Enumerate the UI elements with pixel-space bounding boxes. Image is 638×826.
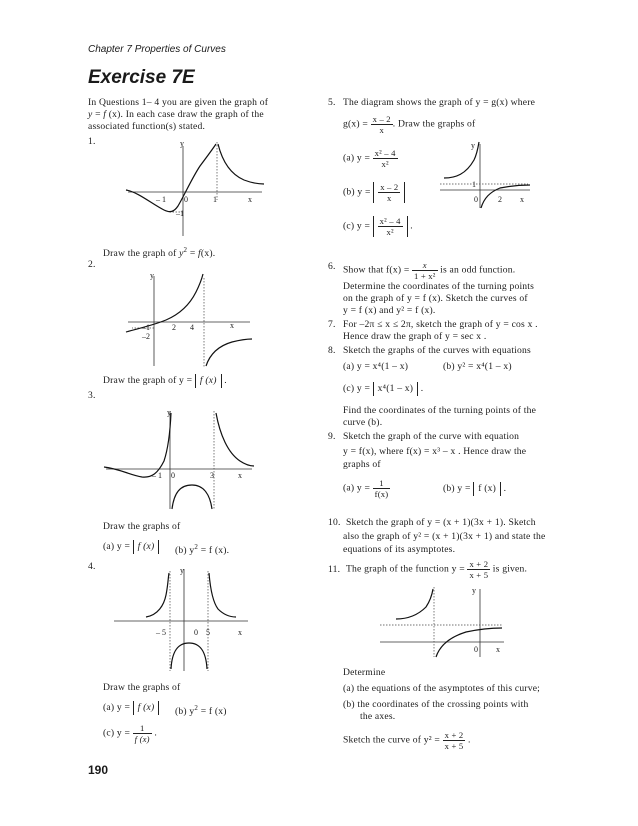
q2-label-two: 2 — [172, 323, 176, 332]
q4-instruction: Draw the graphs of — [103, 682, 181, 693]
q7-line-1: For –2π ≤ x ≤ 2π, sketch the graph of y = cos x . — [343, 319, 538, 330]
q5-part-a: (a) y = $\frac{\text{x² – 4}}{\text{x²}}$ — [343, 148, 396, 169]
q9-part-a: (a) y = $\frac{1}{f(x)}$ — [343, 478, 389, 499]
q6-line-3: on the graph of y = f (x). Sketch the curves of — [343, 293, 528, 304]
q4-curve-left — [146, 573, 169, 617]
q8-line-1: Sketch the graphs of the curves with equations — [343, 345, 531, 356]
q8-part-c: (c) y = x⁴(1 – x) . — [343, 383, 424, 395]
q9-line-1: Sketch the graph of the curve with equation — [343, 431, 520, 442]
q4-label-o: 0 — [194, 628, 198, 637]
q1-label-m1: – 1 — [156, 195, 166, 204]
q11-number: 11. — [328, 564, 341, 575]
q11-part-a: (a) the equations of the asymptotes of this curve; — [343, 683, 541, 694]
q3-part-a: (a) y = f (x) — [103, 540, 159, 554]
q1-instruction: Draw the graph of $y^2 = f(x)$. — [103, 246, 216, 260]
q3-graph — [100, 405, 260, 513]
q1-curve-left — [126, 144, 216, 212]
q7-line-2: Hence draw the graph of y = sec x . — [343, 331, 487, 342]
q3-number: 3. — [88, 390, 96, 401]
q4-part-b: (b) $y^2 = f$ (x) — [175, 704, 227, 718]
q11-part-b-1: (b) the coordinates of the crossing points with — [343, 699, 529, 710]
q5-label-o: 0 — [474, 195, 478, 204]
q6-line-1: Show that f(x) = $\frac{x}{\text{1 + x²}}$ is an odd function. — [343, 260, 516, 281]
q9-number: 9. — [328, 431, 336, 442]
q9-line-2: y = f(x), where f(x) = x³ – x . Hence draw the — [343, 446, 527, 457]
q5-part-b: (b) y = $\frac{x - 2}{x}$ — [343, 182, 405, 203]
q11-label-y: y — [472, 586, 476, 595]
q4-label-five: 5 — [206, 628, 210, 637]
q8-number: 8. — [328, 345, 336, 356]
q10-number: 10. — [328, 517, 341, 528]
q5-graph — [440, 140, 540, 210]
q3-label-y: y — [167, 408, 171, 417]
q5-label-x: x — [520, 195, 524, 204]
q2-label-m1: –1 — [142, 323, 150, 332]
q11-sketch: Sketch the curve of y² = $\frac{x + 2}{x + 5}$ . — [343, 730, 471, 751]
q8-line-3: curve (b). — [343, 417, 383, 428]
q4-graph — [108, 565, 258, 675]
q9-part-b: (b) y = f (x) . — [443, 483, 507, 495]
q3-label-three: 3 — [210, 471, 214, 480]
q5-label-y: y — [471, 141, 475, 150]
q3-curve-middle — [172, 485, 212, 509]
q4-label-m5: – 5 — [156, 628, 166, 637]
q1-graph — [120, 140, 270, 240]
q10-line-3: equations of its asymptotes. — [343, 544, 456, 555]
q1-label-x: x — [248, 195, 252, 204]
q4-label-y: y — [180, 566, 184, 575]
q8-part-b: (b) y² = x⁴(1 – x) — [443, 361, 512, 372]
q5-g-def: g(x) = $\frac{x - 2}{x}$ . Draw the graphs of — [343, 114, 476, 135]
q11-graph — [380, 585, 520, 660]
q1-curve-right — [218, 144, 264, 184]
q1-label-y: y — [180, 139, 184, 148]
q2-label-m2: –2 — [142, 332, 150, 341]
q3-curve-right — [216, 413, 254, 466]
q5-label-two: 2 — [498, 195, 502, 204]
q6-number: 6. — [328, 261, 336, 272]
q2-label-y: y — [150, 271, 154, 280]
q2-instruction: Draw the graph of y = f (x) . — [103, 375, 227, 387]
q2-graph — [120, 270, 260, 370]
q2-label-four: 4 — [190, 323, 194, 332]
chapter-header: Chapter 7 Properties of Curves — [88, 44, 226, 55]
intro-line-3: associated function(s) stated. — [88, 121, 206, 132]
intro-line-1: In Questions 1– 4 you are given the graph of — [88, 97, 269, 108]
q4-part-a: (a) y = f (x) — [103, 701, 159, 715]
q5-label-one: 1 — [472, 180, 476, 189]
q2-curve-right — [206, 339, 252, 366]
q4-label-x: x — [238, 628, 242, 637]
q10-line-1: Sketch the graph of y = (x + 1)(3x + 1). Sketch — [346, 517, 536, 528]
q3-label-m1: – 1 — [152, 471, 162, 480]
q8-line-2: Find the coordinates of the turning points of the — [343, 405, 537, 416]
q1-label-one: 1 — [213, 195, 217, 204]
intro-line-2: y = f (x). In each case draw the graph of the — [88, 109, 264, 120]
page-number: 190 — [88, 763, 109, 777]
q3-instruction: Draw the graphs of — [103, 521, 181, 532]
q5-part-c: (c) y = $\frac{\text{x² – 4}}{\text{x²}}$ . — [343, 216, 413, 237]
q10-line-2: also the graph of y² = (x + 1)(3x + 1) and state the — [343, 531, 546, 542]
q5-line-1: The diagram shows the graph of y = g(x) where — [343, 97, 536, 108]
q4-curve-middle — [171, 643, 207, 669]
q6-line-2: Determine the coordinates of the turning points — [343, 281, 535, 292]
q8-part-a: (a) y = x⁴(1 – x) — [343, 361, 409, 372]
q2-number: 2. — [88, 259, 96, 270]
q11-part-b-2: the axes. — [360, 711, 396, 722]
q3-curve-left — [104, 413, 171, 477]
q4-part-c: (c) y = $\frac{1}{f (x)}$ . — [103, 723, 157, 744]
q11-curve-left — [396, 589, 433, 619]
q1-label-o: 0 — [184, 195, 188, 204]
q5-number: 5. — [328, 97, 336, 108]
q6-line-4: y = f (x) and y² = f (x). — [343, 305, 436, 316]
q11-curve-right — [436, 628, 502, 657]
q3-label-o: 0 — [171, 471, 175, 480]
q4-number: 4. — [88, 561, 96, 572]
q2-label-x: x — [230, 321, 234, 330]
q11-determine: Determine — [343, 667, 386, 678]
q1-label-neg1: –1 — [176, 209, 184, 218]
exercise-title: Exercise 7E — [88, 67, 195, 88]
q11-line-1: The graph of the function y = $\frac{x + 2}{x + 5}$ is given. — [346, 559, 528, 580]
q3-label-x: x — [238, 471, 242, 480]
q9-line-3: graphs of — [343, 459, 381, 470]
q11-label-o: 0 — [474, 645, 478, 654]
q3-part-b: (b) $y^2 = f$ (x). — [175, 543, 230, 557]
q4-curve-right — [209, 573, 236, 617]
q1-number: 1. — [88, 136, 96, 147]
q7-number: 7. — [328, 319, 336, 330]
q11-label-x: x — [496, 645, 500, 654]
